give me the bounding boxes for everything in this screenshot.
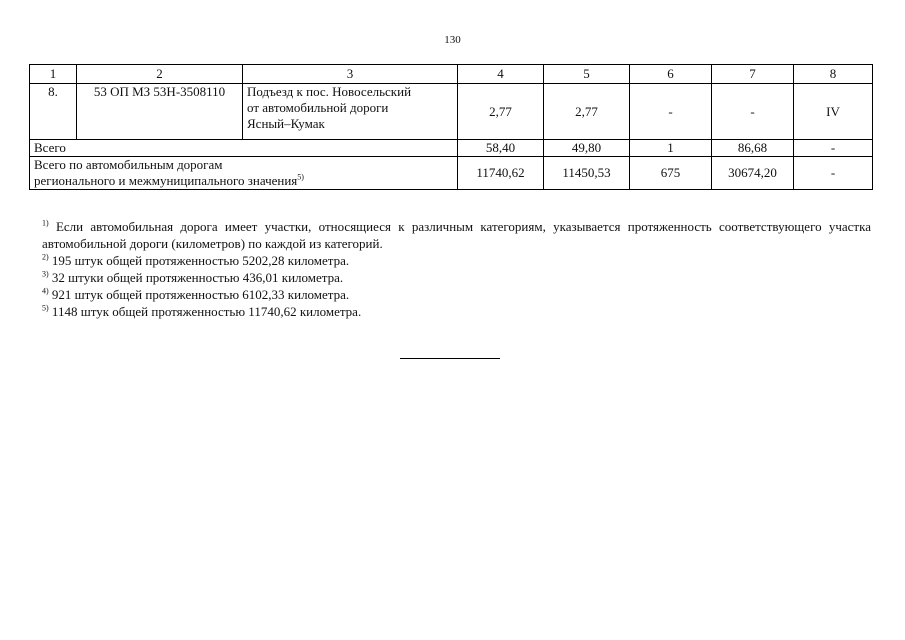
header-cell: 3 — [243, 65, 458, 84]
road-name-line: Ясный–Кумак — [247, 116, 325, 131]
footnotes — [42, 218, 871, 320]
total-cell: - — [794, 140, 873, 157]
header-cell: 7 — [712, 65, 794, 84]
row-number: 8. — [30, 84, 77, 140]
grand-total-label — [30, 157, 458, 190]
grand-total-row — [30, 157, 873, 190]
grand-total-cell: - — [794, 157, 873, 190]
header-cell: 1 — [30, 65, 77, 84]
grand-total-label-text: регионального и межмуниципального значения — [34, 173, 298, 188]
grand-total-label-line — [34, 173, 453, 189]
total-cell: 49,80 — [544, 140, 630, 157]
footnote-mark: 5) — [42, 303, 49, 313]
total-label: Всего — [30, 140, 458, 157]
roads-table — [29, 64, 873, 190]
road-code: 53 ОП МЗ 53Н-3508110 — [77, 84, 243, 140]
header-cell: 4 — [458, 65, 544, 84]
grand-total-label-line: Всего по автомобильным дорогам — [34, 157, 223, 172]
length-cell: 2,77 — [544, 84, 630, 140]
length-cell: 2,77 — [458, 84, 544, 140]
road-name-line: от автомобильной дороги — [247, 100, 389, 115]
road-name-line: Подъезд к пос. Новосельский — [247, 84, 412, 99]
end-divider — [400, 358, 500, 359]
footnote-text: 921 штук общей протяженностью 6102,33 километра. — [48, 287, 350, 302]
footnote — [42, 252, 871, 269]
grand-total-cell: 11450,53 — [544, 157, 630, 190]
grand-total-cell: 675 — [630, 157, 712, 190]
value-cell: - — [630, 84, 712, 140]
footnote — [42, 269, 871, 286]
footnote-text: 1148 штук общей протяженностью 11740,62 километра. — [48, 304, 362, 319]
category-cell: IV — [794, 84, 873, 140]
footnote-mark: 2) — [42, 252, 49, 262]
total-cell: 86,68 — [712, 140, 794, 157]
total-cell: 1 — [630, 140, 712, 157]
page-number: 130 — [444, 34, 461, 46]
total-row — [30, 140, 873, 157]
grand-total-cell: 11740,62 — [458, 157, 544, 190]
footnote-mark: 5) — [297, 172, 304, 182]
footnote — [42, 286, 871, 303]
table-row — [30, 84, 873, 140]
footnote-text: Если автомобильная дорога имеет участки, относящиеся к различным категориям, указывается протяженность соответствующего участка автомобильной дороги (километров) по каждой из категорий. — [42, 219, 871, 251]
footnote-text: 195 штук общей протяженностью 5202,28 километра. — [48, 253, 350, 268]
header-cell: 8 — [794, 65, 873, 84]
footnote-mark: 4) — [42, 286, 49, 296]
footnote-mark: 3) — [42, 269, 49, 279]
footnote-mark: 1) — [42, 218, 49, 228]
footnote-text: 32 штуки общей протяженностью 436,01 километра. — [48, 270, 344, 285]
header-cell: 6 — [630, 65, 712, 84]
total-cell: 58,40 — [458, 140, 544, 157]
road-name — [243, 84, 458, 140]
footnote — [42, 303, 871, 320]
footnote — [42, 218, 871, 252]
grand-total-cell: 30674,20 — [712, 157, 794, 190]
table-header-row — [30, 65, 873, 84]
header-cell: 2 — [77, 65, 243, 84]
value-cell: - — [712, 84, 794, 140]
header-cell: 5 — [544, 65, 630, 84]
